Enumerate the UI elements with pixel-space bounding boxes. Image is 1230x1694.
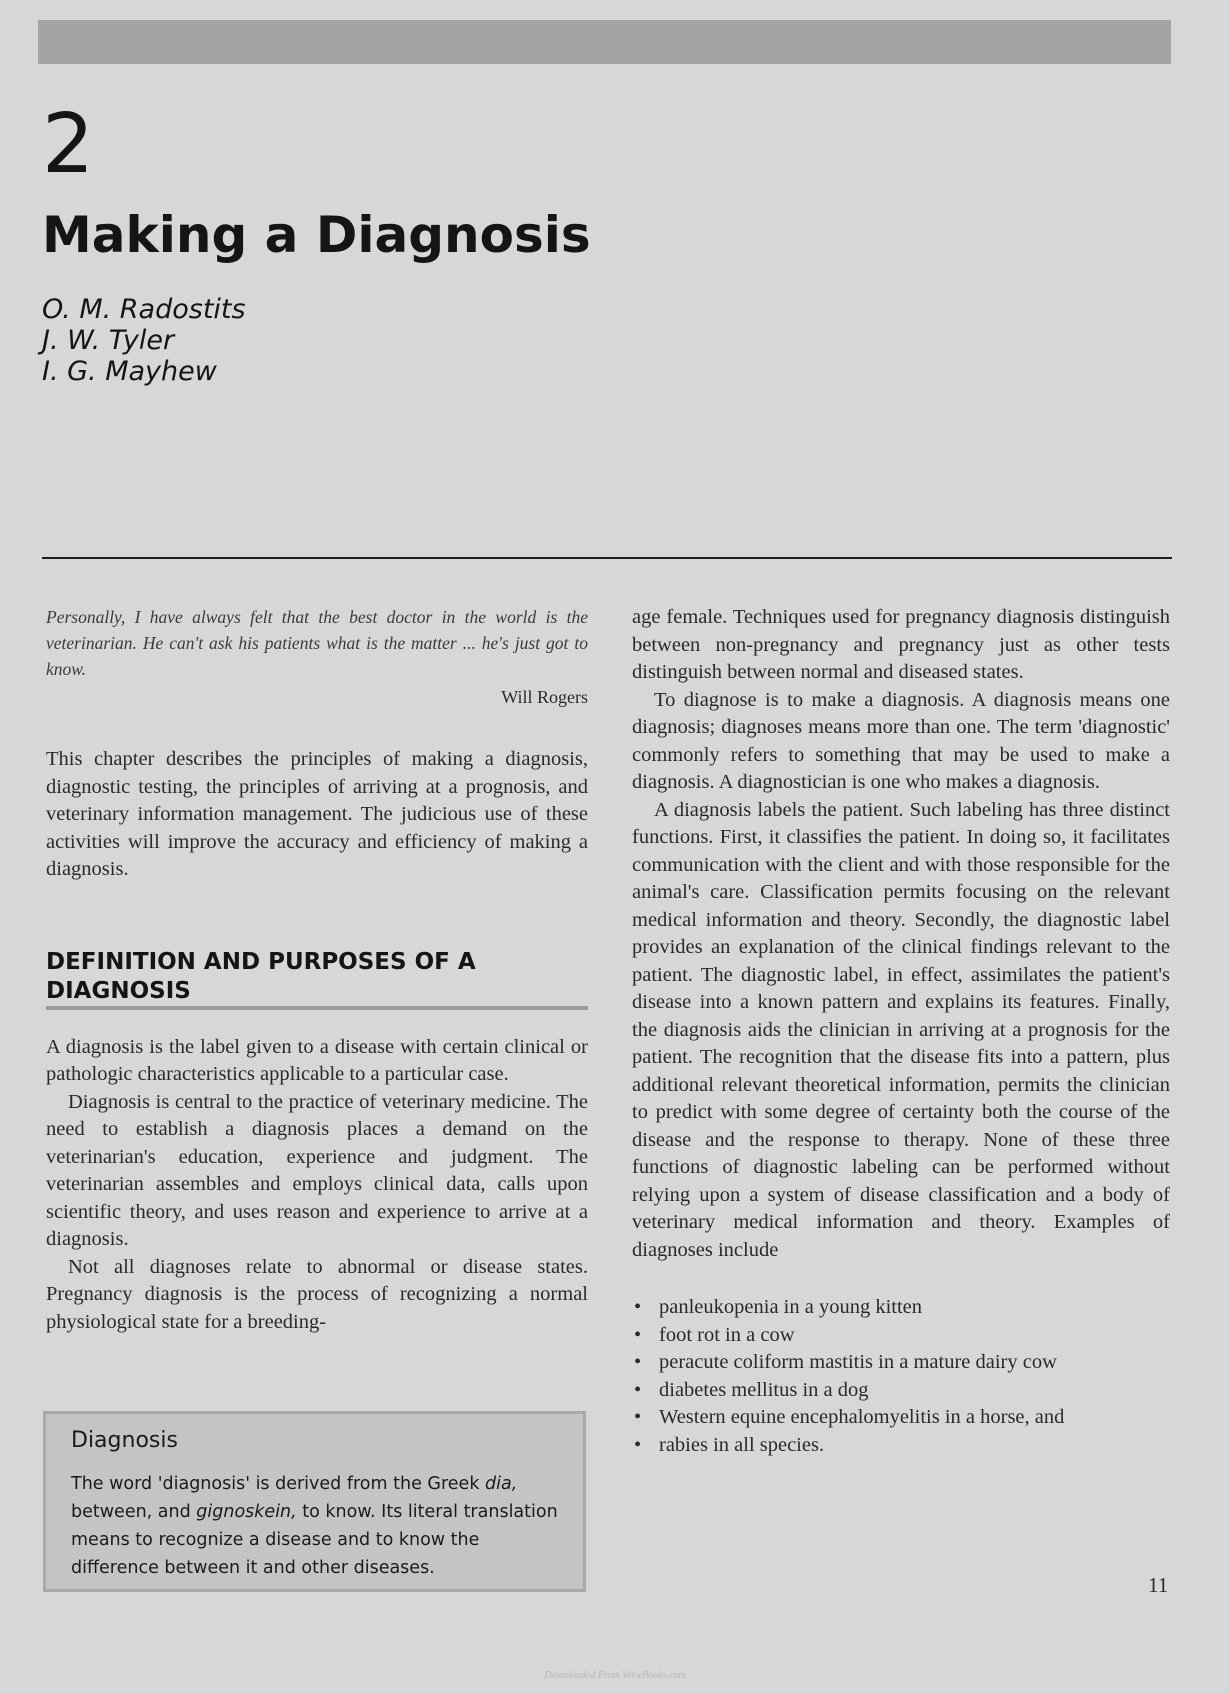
definition-text [46, 1034, 588, 1337]
body-paragraph: Not all diagnoses relate to abnormal or disease states. Pregnancy diagnosis is the process of recognizing a normal physiological state for a breeding- [46, 1255, 588, 1333]
body-paragraph: age female. Techniques used for pregnancy diagnosis distinguish between non-pregnancy and pregnancy just as other tests distinguish between normal and diseased states. [632, 606, 1170, 683]
body-paragraph: A diagnosis labels the patient. Such labeling has three distinct functions. First, it classifies the patient. In doing so, it facilitates communication with the client and with those responsible for the animal's care. Classification permits focusing on the relevant medical information and theory. Secondly, the diagnostic label provides an explanation of the clinical findings relevant to the patient. The diagnostic label, in effect, assimilates the patient's disease into a known pattern and explains its features. Finally, the diagnosis aids the clinician in arriving at a prognosis for the patient. The recognition that the disease fits into a pattern, plus additional relevant theoretical information, permits the clinician to predict with some degree of certainty both the course of the disease and the response to therapy. None of these three functions of diagnostic labeling can be performed without relying upon a system of disease classification and a body of veterinary medical information and theory. Examples of diagnoses include [632, 798, 1170, 1261]
section-heading: DEFINITION AND PURPOSES OF A DIAGNOSIS [46, 948, 476, 1004]
epigraph-quote: Personally, I have always felt that the best doctor in the world is the veterinarian. He can't ask his patients what is the matter ... he's just got to know. [46, 607, 588, 679]
chapter-title: Making a Diagnosis [42, 206, 591, 264]
box-text-part: The word 'diagnosis' is derived from the Greek [71, 1474, 486, 1494]
epigraph-author: Will Rogers [501, 687, 588, 707]
right-column [632, 604, 1170, 1459]
author-name: O. M. Radostits [42, 294, 246, 325]
footer-source-note: Downloaded From Vet-eBooks.com [544, 1670, 686, 1681]
list-item: • rabies in all species. [632, 1432, 1170, 1460]
body-paragraph: A diagnosis is the label given to a disease with certain clinical or pathologic characteristics applicable to a particular case. [46, 1035, 588, 1085]
list-item: • peracute coliform mastitis in a mature dairy cow [632, 1349, 1170, 1377]
author-name: I. G. Mayhew [42, 356, 217, 387]
chapter-number: 2 [42, 97, 95, 192]
box-text-term: dia, [485, 1474, 518, 1494]
examples-list [632, 1294, 1170, 1459]
box-text-term: gignoskein, [196, 1502, 297, 1522]
box-text-part: between, and [71, 1502, 197, 1522]
box-title: Diagnosis [71, 1428, 178, 1453]
diagnosis-sidebar-box [43, 1411, 586, 1592]
body-paragraph: To diagnose is to make a diagnosis. A diagnosis means one diagnosis; diagnoses means more than one. The term 'diagnostic' commonly refers to something that may be used to make a diagnosis. A diagnostician is one who makes a diagnosis. [632, 688, 1170, 793]
box-text [71, 1470, 566, 1582]
list-item: • diabetes mellitus in a dog [632, 1377, 1170, 1405]
heading-underline [46, 1006, 588, 1010]
header-band [38, 20, 1171, 64]
list-item: • Western equine encephalomyelitis in a horse, and [632, 1404, 1170, 1432]
author-name: J. W. Tyler [42, 325, 175, 356]
left-column [46, 604, 588, 1336]
box-text-part: to know. Its literal translation means to recognize a disease and to know the difference between it and other diseases. [71, 1502, 558, 1578]
title-divider [42, 557, 1172, 559]
author-list [42, 294, 246, 387]
list-item: • panleukopenia in a young kitten [632, 1294, 1170, 1322]
list-item: • foot rot in a cow [632, 1322, 1170, 1350]
intro-paragraph: This chapter describes the principles of making a diagnosis, diagnostic testing, the principles of arriving at a prognosis, and veterinary information management. The judicious use of these activities will improve the accuracy and efficiency of making a diagnosis. [46, 748, 588, 880]
margin-watermark [4, 252, 18, 308]
page-number: 11 [1148, 1573, 1169, 1597]
body-paragraph: Diagnosis is central to the practice of veterinary medicine. The need to establish a diagnosis places a demand on the veterinarian's education, experience and judgment. The veterinarian assembles and employs clinical data, calls upon scientific theory, and uses reason and experience to arrive at a diagnosis. [46, 1090, 588, 1250]
